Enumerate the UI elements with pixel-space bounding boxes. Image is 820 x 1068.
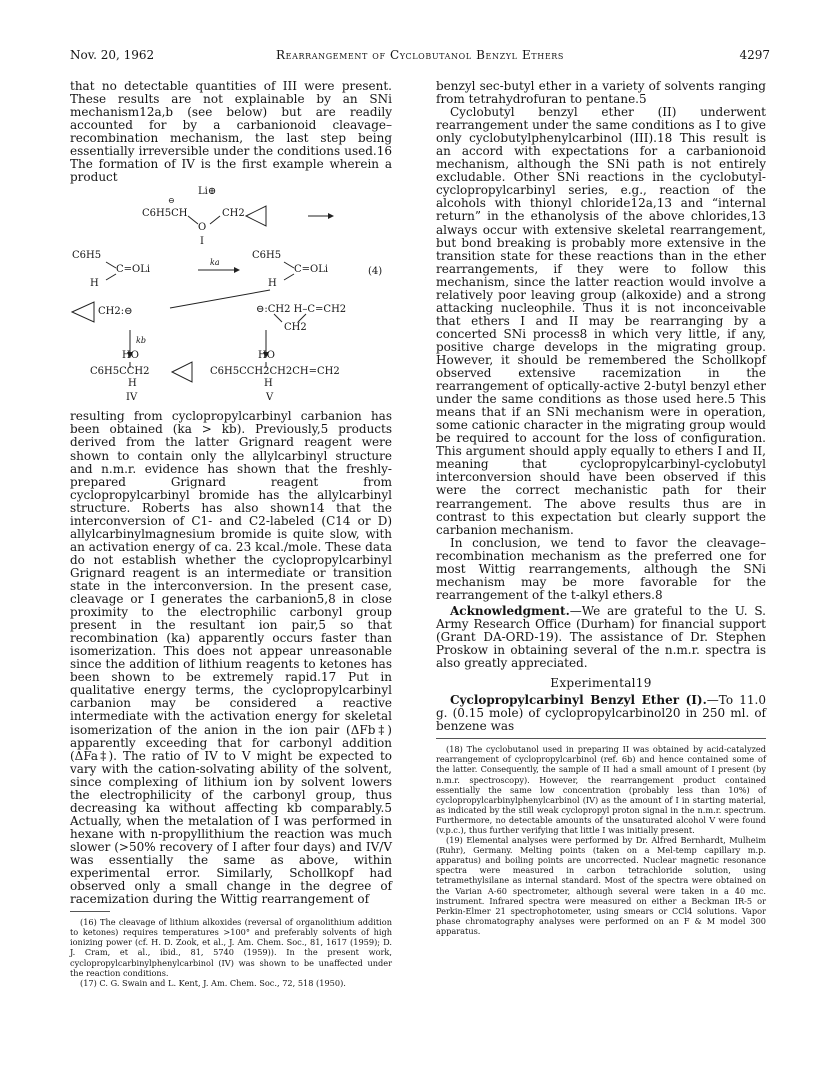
scheme-product-v: C6H5CCH2CH2CH=CH2 (210, 366, 340, 378)
scheme-reactant-o: O (198, 222, 207, 234)
scheme-alkoxide-right-h: H (268, 278, 277, 290)
right-paragraph-1: benzyl sec-butyl ether in a variety of solvents ranging from tetrahydrofuran to pentane.5 (436, 79, 766, 107)
experimental-body: —To 11.0 g. (0.15 mole) of cyclopropylcarbinol20 in 250 ml. of benzene was (436, 693, 766, 734)
scheme-product-iv: C6H5CCH2 (90, 366, 150, 378)
footnote-rule-left (70, 911, 110, 912)
scheme-alkoxide-left-h: H (90, 278, 99, 290)
scheme-alkoxide-left-core: C=OLi (116, 264, 151, 276)
header-running-title: Rearrangement of Cyclobutanol Benzyl Ethers (276, 48, 564, 62)
scheme-alkoxide-right-ph: C6H5 (252, 250, 282, 262)
scheme-alkoxide-right-core: C=OLi (294, 264, 329, 276)
right-paragraph-3: In conclusion, we tend to favor the cleavage–recombination mechanism as the preferred one for most Wittig rearrangements, although the SNi mechanism may be more favorable for the rearrangement of the t-alkyl ethers.8 (436, 535, 766, 602)
scheme-ho-iv: HO (122, 350, 139, 362)
scheme-rate-ka: ka (210, 258, 220, 268)
footnote-16: (16) The cleavage of lithium alkoxides (reversal of organolithium addition to ketones) requires temperatures >100° and preferably solvents of high ionizing power (cf. H. D. Zook, et al., J. Am. Chem. Soc., 81, 1617 (1959); D. J. Cram, et al., ibid., 81, 5740 (1959)). In the present work, cyclopropylcarbinylphenylcarbinol (IV) was shown to be unaffected under the reaction conditions. (70, 917, 392, 978)
scheme-rate-kb: kb (136, 336, 146, 346)
acknowledgment-title: Acknowledgment. (450, 603, 570, 618)
experimental-compound-title: Cyclopropylcarbinyl Benzyl Ether (I). (450, 693, 707, 708)
scheme-reactant-left: C6H5CH (142, 208, 188, 220)
running-header (70, 48, 770, 64)
scheme-minus-1: ⊖ (168, 196, 175, 206)
scheme-alkoxide-left-ph: C6H5 (72, 250, 102, 262)
left-paragraph-2: resulting from cyclopropylcarbinyl carbanion has been obtained (ka > kb). Previously,5 products derived from the latter Grignard reagent were shown to contain only the allylcarbinyl structure and n.m.r. evidence has shown that the freshly-prepared Grignard reagent from cyclopropylcarbinyl bromide has the allylcarbinyl structure. Roberts has also shown14 that the interconversion of C1- and C2-labeled (C14 or D) allylcarbinylmagnesium bromide is quite slow, with an activation energy of ca. 23 kcal./mole. These data do not establish whether the cyclopropylcarbinyl Grignard reagent is an intermediate or transition state in the interconversion. In the present case, cleavage or I generates the carbanion5,8 in close proximity to the electrophilic carbonyl group present in the resultant ion pair,5 so that recombination (ka) apparently occurs faster than isomerization. This does not appear unreasonable since the addition of lithium reagents to ketones has been shown to be extremely rapid.17 Put in qualitative energy terms, the cyclopropylcarbinyl carbanion may be considered a reactive intermediate with the activation energy for skeletal isomerization of the anion in the ion pair (ΔFb‡) apparently exceeding that for carbonyl addition (ΔFa‡). The ratio of IV to V might be expected to vary with the cation-solvating ability of the solvent, since complexing of lithium ion by solvent lowers the electrophilicity of the carbonyl group, thus decreasing ka without affecting kb comparably.5 Actually, when the metalation of I was performed in hexane with n-propyllithium the reaction was much slower (>50% recovery of I after four days) and IV/V was essentially the same as above, within experimental error. Similarly, Schollkopf had observed only a small change in the degree of racemization during the Wittig rearrangement of (70, 409, 392, 907)
scheme-ho-v: HO (258, 350, 275, 362)
experimental-heading: Experimental19 (550, 676, 652, 691)
acknowledgment-body: —We are grateful to the U. S. Army Research Office (Durham) for financial support (Grant DA-ORD-19). The assistance of Dr. Stephen Proskow in obtaining several of the n.m.r. spectra is also greatly appreciated. (436, 603, 766, 671)
header-page-number: 4297 (739, 48, 770, 62)
acknowledgment (436, 605, 766, 670)
experimental-first-paragraph (436, 694, 766, 733)
scheme-li-plus: Li⊕ (198, 186, 217, 198)
scheme-cyclopropylcarbinyl-anion: CH2:⊖ (98, 306, 133, 318)
scheme-allyl-ch2: CH2 (284, 322, 307, 334)
footnote-17: (17) C. G. Swain and L. Kent, J. Am. Chem. Soc., 72, 518 (1950). (80, 977, 346, 988)
left-paragraph-1: that no detectable quantities of III were present. These results are not explainable by an SNi mechanism12a,b (see below) but are readily accounted for by a carbanionoid cleavage–recombination mechanism, the last step being essentially irreversible under the conditions used.16 The formation of IV is the first example wherein a product (70, 79, 392, 185)
scheme-eq-number: (4) (368, 266, 383, 278)
scheme-reactant-ch2: CH2 (222, 208, 245, 220)
left-column (70, 80, 392, 988)
scheme-label-v: V (266, 392, 274, 404)
footnote-18: (18) The cyclobutanol used in preparing II was obtained by acid-catalyzed rearrangement of cyclopropylcarbinol (ref. 6b) and hence contained some of the latter. Consequently, the sample of II had a small amount of I present (by n.m.r. spectroscopy). However, the rearrangement product contained essentially the same low concentration (probably less than 10%) of cyclopropylcarbinylphenylcarbinol (IV) as the amount of I in starting material, as indicated by the still weak cyclopropyl proton signal in the n.m.r. spectrum. Furthermore, no detectable amounts of the unsaturated alcohol V were found (v.p.c.), thus further verifying that little I was initially present. (436, 744, 766, 835)
footnote-rule-right (436, 738, 766, 739)
reaction-scheme (70, 186, 392, 408)
right-column (436, 80, 766, 936)
scheme-product-iv-h: H (128, 378, 137, 390)
right-paragraph-2: Cyclobutyl benzyl ether (II) underwent rearrangement under the same conditions as I to give only cyclobutylphenylcarbinol (III).18 This result is an accord with expectations for a carbanionoid mechanism, although the SNi path is not entirely excludable. Other SNi reactions in the cyclobutyl-cyclopropylcarbinyl series, e.g., reaction of the alcohols with thionyl chloride12a,13 and “internal return” in the ethanolysis of the above chlorides,13 always occur with extensive skeletal rearrangement, but bond breaking is probably more extensive in the transition state for these reactions than in the ether rearrangements, if they were to follow this mechanism, since the latter reaction would involve a relatively poor leaving group (alkoxide) and a strong attacking nucleophile. Thus it is not inconceivable that ethers I and II may be rearranging by a concerted SNi process8 in which very little, if any, positive charge develops in the migrating group. However, it should be remembered the Schollkopf observed extensive racemization in the rearrangement of optically-active 2-butyl benzyl ether under the same conditions as those used here.5 This means that if an SNi mechanism were in operation, some cationic character in the migrating group would be required to account for the loss of configuration. This argument should apply equally to ethers I and II, meaning that cyclopropylcarbinyl-cyclobutyl interconversion should have been observed if this were the correct mechanistic path for their rearrangement. The above results thus are in contrast to this expectation but clearly support the carbanion mechanism. (436, 105, 766, 537)
scheme-label-i: I (200, 236, 204, 248)
scheme-allyl-anion: ⊖:CH2 H–C=CH2 (256, 304, 347, 316)
header-date: Nov. 20, 1962 (70, 48, 155, 62)
scheme-label-iv: IV (126, 392, 138, 404)
footnote-19: (19) Elemental analyses were performed by Dr. Alfred Bernhardt, Mulheim (Ruhr), Germany. Melting points (taken on a Mel-temp capillary m.p. apparatus) and boiling points are uncorrected. Nuclear magnetic resonance spectra were measured in carbon tetrachloride solution, using tetramethylsilane as internal standard. Most of the spectra were obtained on the Varian A-60 spectrometer, although several were taken in a 40 mc. instrument. Infrared spectra were measured on either a Beckman IR-5 or Perkin-Elmer 21 spectrophotometer, using smears or CCl4 solutions. Vapor phase chromatography analyses were performed on an F & M model 300 apparatus. (436, 835, 766, 936)
scheme-product-v-h: H (264, 378, 273, 390)
